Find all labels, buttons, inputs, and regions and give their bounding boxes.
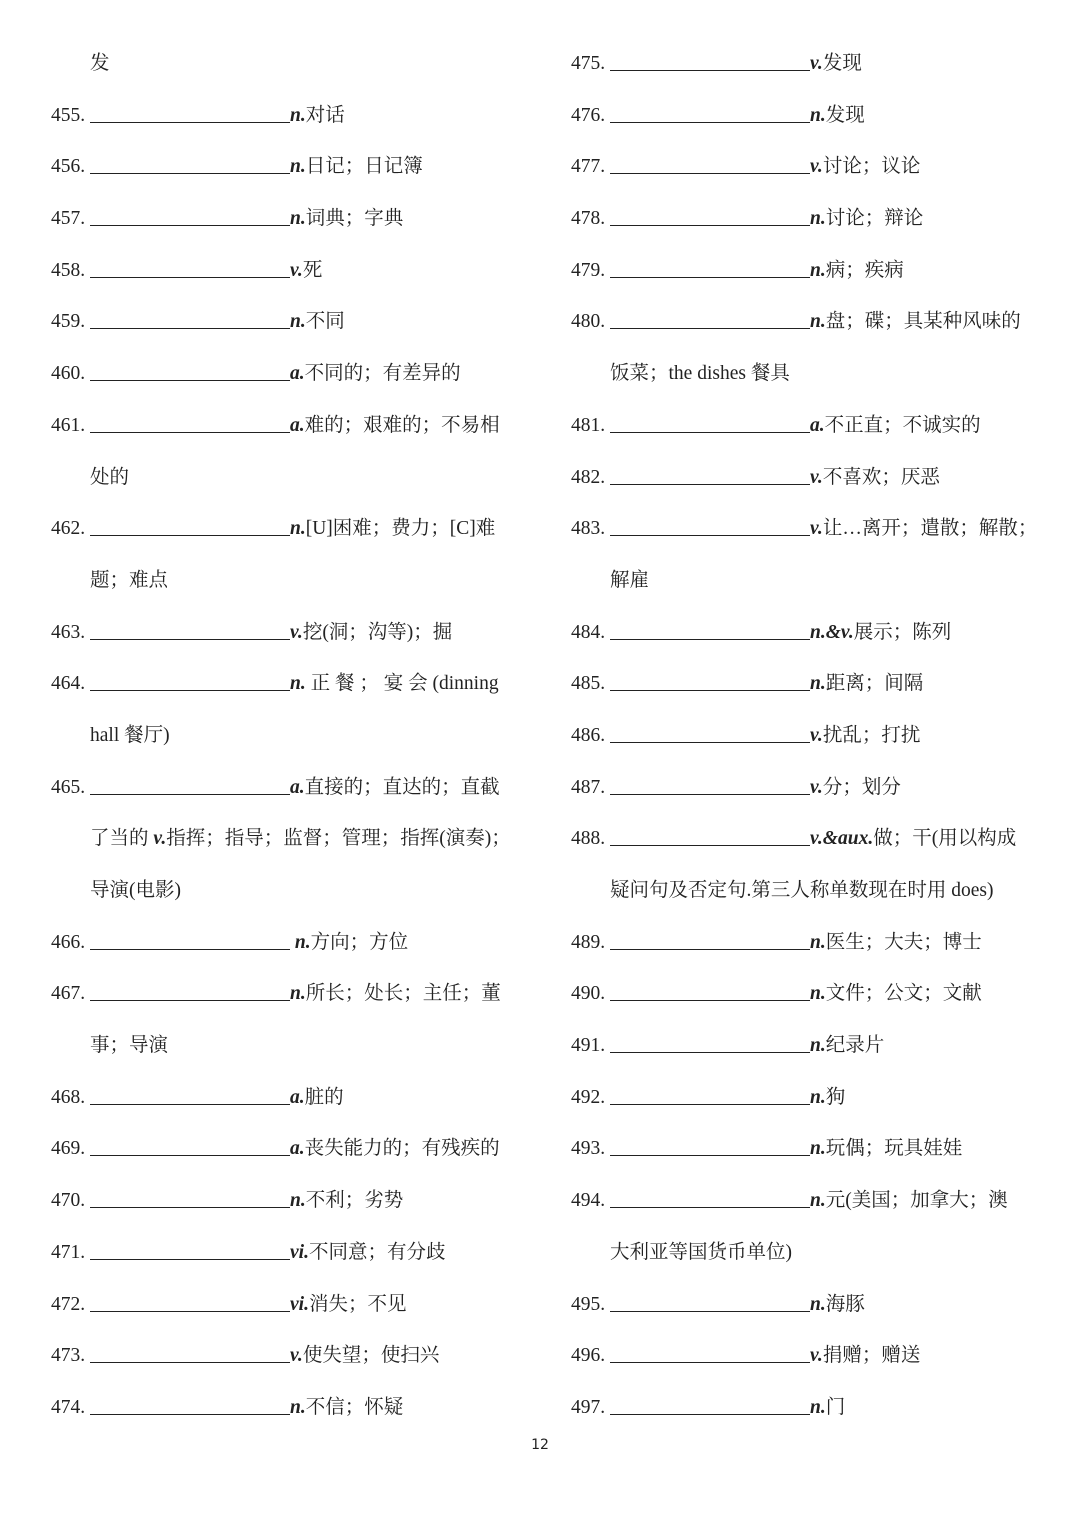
answer-blank[interactable]	[610, 155, 810, 174]
part-of-speech: v.	[810, 724, 823, 746]
part-of-speech: n.	[810, 1138, 826, 1160]
answer-blank[interactable]	[610, 517, 810, 536]
part-of-speech: a.	[290, 1138, 305, 1160]
continuation-text: 饭菜；the dishes 餐具	[610, 363, 790, 385]
continuation-line	[51, 38, 521, 90]
entry-number: 464.	[51, 673, 86, 695]
continuation-line	[571, 555, 1041, 607]
continuation-text: 发	[90, 53, 110, 74]
answer-blank[interactable]	[610, 827, 810, 846]
vocab-entry	[51, 400, 521, 452]
definition: 讨论；辩论	[825, 208, 924, 230]
definition: 发现	[822, 53, 862, 74]
answer-blank[interactable]	[610, 466, 810, 485]
definition: 使失望；使扫兴	[302, 1345, 440, 1367]
answer-blank[interactable]	[610, 1344, 810, 1363]
vocab-entry	[51, 296, 521, 348]
entry-number: 482.	[571, 466, 606, 488]
answer-blank[interactable]	[90, 259, 290, 278]
definition: 直接的；直达的；直截	[304, 776, 500, 798]
entry-number: 493.	[571, 1138, 606, 1160]
entry-number: 489.	[571, 931, 606, 953]
answer-blank[interactable]	[90, 155, 290, 174]
definition: 捐赠；赠送	[822, 1345, 921, 1367]
continuation-line	[571, 865, 1041, 917]
definition: 门	[825, 1396, 846, 1418]
entry-number: 476.	[571, 104, 606, 126]
answer-blank[interactable]	[90, 1137, 290, 1156]
part-of-speech: vi.	[290, 1293, 309, 1315]
answer-blank[interactable]	[610, 1189, 810, 1208]
answer-blank[interactable]	[90, 931, 290, 950]
definition: 词典；字典	[305, 208, 404, 230]
part-of-speech: n.	[810, 1086, 826, 1108]
answer-blank[interactable]	[610, 52, 810, 71]
part-of-speech: n.	[810, 1190, 826, 1212]
answer-blank[interactable]	[90, 982, 290, 1001]
part-of-speech: n.	[290, 983, 306, 1005]
vocab-entry	[571, 296, 1041, 348]
continuation-line	[51, 1020, 521, 1072]
answer-blank[interactable]	[610, 310, 810, 329]
answer-blank[interactable]	[610, 931, 810, 950]
answer-blank[interactable]	[90, 1396, 290, 1415]
definition: 做；干(用以构成	[873, 828, 1017, 850]
vocab-entry	[571, 193, 1041, 245]
entry-number: 469.	[51, 1138, 86, 1160]
entry-number: 491.	[571, 1035, 606, 1057]
part-of-speech: n.	[290, 156, 306, 178]
entry-number: 458.	[51, 259, 86, 281]
definition: 海豚	[825, 1293, 865, 1315]
entry-number: 467.	[51, 983, 86, 1005]
definition: 狗	[825, 1086, 846, 1108]
answer-blank[interactable]	[610, 104, 810, 123]
definition: 不同	[305, 311, 345, 333]
answer-blank[interactable]	[610, 1034, 810, 1053]
part-of-speech: a.	[290, 1086, 305, 1108]
answer-blank[interactable]	[610, 1396, 810, 1415]
definition: 不同意；有分歧	[308, 1241, 446, 1263]
page-number: 12	[531, 1437, 549, 1453]
vocab-entry	[51, 1382, 521, 1434]
vocab-entry	[571, 917, 1041, 969]
answer-blank[interactable]	[610, 621, 810, 640]
part-of-speech: n.	[290, 1396, 306, 1418]
continuation-line	[571, 1227, 1041, 1279]
part-of-speech: n.	[290, 673, 306, 695]
part-of-speech: n.	[290, 931, 311, 953]
answer-blank[interactable]	[90, 1086, 290, 1105]
part-of-speech: n.	[290, 518, 306, 540]
vocab-entry	[571, 1020, 1041, 1072]
entry-number: 471.	[51, 1241, 86, 1263]
part-of-speech: n.	[810, 983, 826, 1005]
continuation-text: 疑问句及否定句.第三人称单数现在时用 does)	[610, 880, 994, 901]
entry-number: 487.	[571, 776, 606, 798]
answer-blank[interactable]	[90, 1293, 290, 1312]
part-of-speech: a.	[290, 414, 305, 436]
definition: 不正直；不诚实的	[824, 414, 981, 436]
answer-blank[interactable]	[610, 207, 810, 226]
definition: [U]困难；费力；[C]难	[305, 518, 496, 540]
continuation-line	[51, 555, 521, 607]
answer-blank[interactable]	[90, 414, 290, 433]
vocab-entry	[571, 452, 1041, 504]
vocab-entry	[571, 1279, 1041, 1331]
entry-number: 468.	[51, 1086, 86, 1108]
vocab-entry	[51, 1072, 521, 1124]
definition: 正 餐 ； 宴 会 (dinning	[305, 673, 499, 695]
entry-number: 492.	[571, 1086, 606, 1108]
part-of-speech: v.	[810, 53, 823, 74]
right-column	[571, 38, 1041, 1434]
entry-number: 497.	[571, 1396, 606, 1418]
left-column	[51, 38, 521, 1434]
part-of-speech: vi.	[290, 1241, 309, 1263]
entry-number: 477.	[571, 156, 606, 178]
part-of-speech: n.	[810, 104, 826, 126]
vocab-entry	[51, 1279, 521, 1331]
continuation-line	[571, 348, 1041, 400]
vocab-entry	[51, 762, 521, 814]
entry-number: 470.	[51, 1190, 86, 1212]
vocab-entry	[51, 1123, 521, 1175]
vocab-entry	[51, 141, 521, 193]
continuation-line	[51, 452, 521, 504]
entry-number: 472.	[51, 1293, 86, 1315]
vocab-entry	[51, 1175, 521, 1227]
continuation-text: 大利亚等国货币单位)	[610, 1241, 792, 1263]
vocab-entry	[51, 658, 521, 710]
definition: 文件；公文；文献	[825, 983, 982, 1005]
answer-blank[interactable]	[610, 724, 810, 743]
vocab-entry	[571, 90, 1041, 142]
definition: 展示；陈列	[853, 621, 952, 643]
entry-number: 481.	[571, 414, 606, 436]
entry-number: 488.	[571, 828, 606, 850]
answer-blank[interactable]	[610, 1086, 810, 1105]
definition: 不喜欢；厌恶	[822, 466, 940, 488]
vocab-entry	[571, 141, 1041, 193]
vocab-entry	[571, 710, 1041, 762]
answer-blank[interactable]	[90, 310, 290, 329]
definition: 让…离开；遣散；解散；	[822, 518, 1038, 540]
part-of-speech: n.	[810, 931, 826, 953]
definition: 不利；劣势	[305, 1190, 404, 1212]
part-of-speech: n.	[810, 311, 826, 333]
definition: 盘；碟；具某种风味的	[825, 311, 1021, 333]
part-of-speech: v.	[810, 776, 823, 798]
answer-blank[interactable]	[90, 1344, 290, 1363]
entry-number: 483.	[571, 518, 606, 540]
answer-blank[interactable]	[90, 362, 290, 381]
entry-number: 485.	[571, 673, 606, 695]
vocab-entry	[51, 917, 521, 969]
part-of-speech: v.&aux.	[810, 828, 874, 850]
definition: 不信；怀疑	[305, 1396, 404, 1418]
continuation-line	[51, 813, 521, 865]
vocab-entry	[571, 968, 1041, 1020]
part-of-speech: n.	[810, 1035, 826, 1057]
entry-number: 495.	[571, 1293, 606, 1315]
entry-number: 462.	[51, 518, 86, 540]
entry-number: 496.	[571, 1345, 606, 1367]
definition: 分；划分	[822, 776, 901, 798]
vocab-entry	[571, 607, 1041, 659]
entry-number: 456.	[51, 156, 86, 178]
continuation-line	[51, 865, 521, 917]
part-of-speech: a.	[290, 776, 305, 798]
definition: 扰乱；打扰	[822, 724, 921, 746]
entry-number: 457.	[51, 208, 86, 230]
continuation-text: 处的	[90, 466, 130, 488]
answer-blank[interactable]	[90, 517, 290, 536]
vocab-entry	[571, 658, 1041, 710]
answer-blank[interactable]	[610, 672, 810, 691]
part-of-speech: n.	[810, 259, 826, 281]
definition: 对话	[305, 104, 345, 126]
entry-number: 455.	[51, 104, 86, 126]
definition: 脏的	[304, 1086, 344, 1108]
answer-blank[interactable]	[90, 776, 290, 795]
definition: 日记；日记簿	[305, 156, 423, 178]
vocab-entry	[51, 503, 521, 555]
vocab-entry	[571, 762, 1041, 814]
answer-blank[interactable]	[610, 982, 810, 1001]
entry-number: 480.	[571, 311, 606, 333]
answer-blank[interactable]	[610, 259, 810, 278]
continuation-text: 导演(电影)	[90, 880, 181, 901]
answer-blank[interactable]	[610, 414, 810, 433]
part-of-speech: v.	[810, 156, 823, 178]
vocab-entry	[51, 1227, 521, 1279]
part-of-speech: n.	[290, 1190, 306, 1212]
entry-number: 459.	[51, 311, 86, 333]
vocab-entry	[571, 400, 1041, 452]
definition: 发现	[825, 104, 865, 126]
definition: 不同的；有差异的	[304, 363, 461, 385]
continuation-text: 解雇	[610, 569, 650, 591]
entry-number: 461.	[51, 414, 86, 436]
vocab-entry	[571, 38, 1041, 90]
part-of-speech: n.	[810, 673, 826, 695]
part-of-speech: n.&v.	[810, 621, 854, 643]
definition: 难的；艰难的；不易相	[304, 414, 500, 436]
vocab-entry	[51, 607, 521, 659]
part-of-speech: v.	[153, 828, 167, 850]
answer-blank[interactable]	[90, 104, 290, 123]
part-of-speech: v.	[810, 518, 823, 540]
part-of-speech: a.	[290, 363, 305, 385]
part-of-speech: n.	[810, 1293, 826, 1315]
part-of-speech: v.	[290, 259, 303, 281]
vocab-entry	[51, 90, 521, 142]
answer-blank[interactable]	[90, 621, 290, 640]
entry-number: 463.	[51, 621, 86, 643]
part-of-speech: v.	[290, 621, 303, 643]
definition: 指挥；指导；监督；管理；指挥(演奏)；	[166, 828, 511, 850]
definition: 丧失能力的；有残疾的	[304, 1138, 500, 1160]
entry-number: 486.	[571, 724, 606, 746]
entry-number: 484.	[571, 621, 606, 643]
vocab-entry	[571, 245, 1041, 297]
continuation-text: hall 餐厅)	[90, 724, 170, 746]
answer-blank[interactable]	[90, 1189, 290, 1208]
entry-number: 475.	[571, 53, 606, 74]
definition: 死	[302, 259, 323, 281]
vocab-entry	[571, 1330, 1041, 1382]
answer-blank[interactable]	[610, 776, 810, 795]
definition: 元(美国；加拿大；澳	[825, 1190, 1008, 1212]
answer-blank[interactable]	[90, 207, 290, 226]
entry-number: 479.	[571, 259, 606, 281]
answer-blank[interactable]	[610, 1293, 810, 1312]
part-of-speech: n.	[290, 208, 306, 230]
entry-number: 494.	[571, 1190, 606, 1212]
definition: 消失；不见	[308, 1293, 407, 1315]
entry-number: 473.	[51, 1345, 86, 1367]
part-of-speech: n.	[810, 208, 826, 230]
continuation-text: 题；难点	[90, 569, 169, 591]
part-of-speech: n.	[290, 104, 306, 126]
vocab-entry	[51, 968, 521, 1020]
vocab-entry	[571, 1072, 1041, 1124]
definition: 玩偶；玩具娃娃	[825, 1138, 963, 1160]
definition: 挖(洞；沟等)；掘	[302, 621, 453, 643]
definition: 方向；方位	[310, 931, 409, 953]
vocab-entry	[571, 1382, 1041, 1434]
answer-blank[interactable]	[90, 672, 290, 691]
definition: 距离；间隔	[825, 673, 924, 695]
vocab-entry	[571, 1123, 1041, 1175]
vocab-entry	[51, 1330, 521, 1382]
part-of-speech: v.	[810, 1345, 823, 1367]
entry-number: 478.	[571, 208, 606, 230]
continuation-line	[51, 710, 521, 762]
part-of-speech: v.	[810, 466, 823, 488]
part-of-speech: v.	[290, 1345, 303, 1367]
definition: 讨论；议论	[822, 156, 921, 178]
continuation-text: 了当的	[90, 828, 154, 850]
entry-number: 490.	[571, 983, 606, 1005]
vocab-entry	[51, 348, 521, 400]
continuation-text: 事；导演	[90, 1035, 169, 1057]
entry-number: 466.	[51, 931, 86, 953]
vocab-entry	[571, 503, 1041, 555]
entry-number: 460.	[51, 363, 86, 385]
vocab-entry	[571, 813, 1041, 865]
entry-number: 465.	[51, 776, 86, 798]
entry-number: 474.	[51, 1396, 86, 1418]
part-of-speech: n.	[810, 1396, 826, 1418]
answer-blank[interactable]	[610, 1137, 810, 1156]
definition: 所长；处长；主任；董	[305, 983, 501, 1005]
vocab-entry	[51, 245, 521, 297]
definition: 病；疾病	[825, 259, 904, 281]
answer-blank[interactable]	[90, 1241, 290, 1260]
definition: 医生；大夫；博士	[825, 931, 982, 953]
vocab-entry	[51, 193, 521, 245]
part-of-speech: n.	[290, 311, 306, 333]
vocab-entry	[571, 1175, 1041, 1227]
part-of-speech: a.	[810, 414, 825, 436]
definition: 纪录片	[825, 1035, 885, 1057]
